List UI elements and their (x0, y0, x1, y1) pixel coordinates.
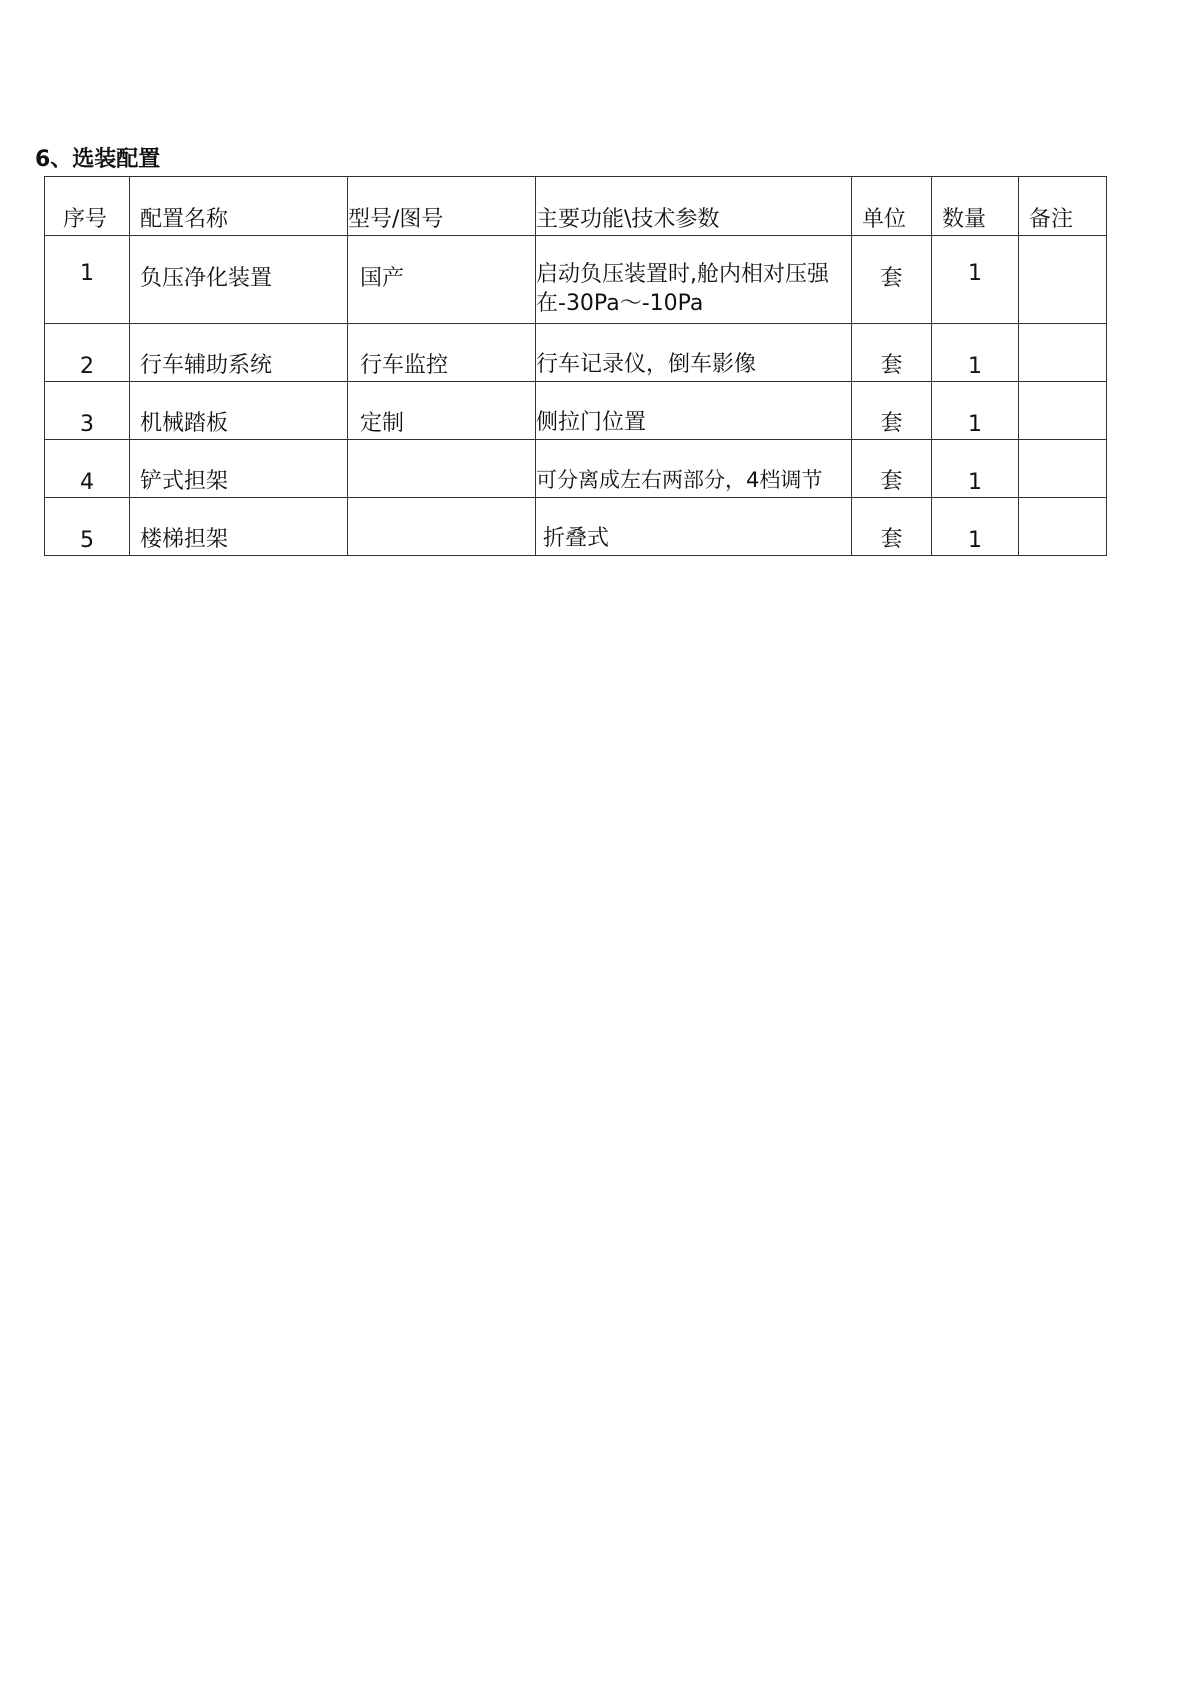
cell-function: 行车记录仪，倒车影像 (536, 324, 852, 382)
cell-model: 行车监控 (348, 324, 536, 382)
cell-unit: 套 (852, 236, 932, 324)
header-name: 配置名称 (130, 177, 348, 236)
cell-name: 铲式担架 (130, 440, 348, 498)
cell-seq: 5 (45, 498, 130, 556)
cell-seq: 2 (45, 324, 130, 382)
section-title: 6、选装配置 (35, 147, 161, 172)
cell-note (1019, 324, 1107, 382)
cell-unit: 套 (852, 324, 932, 382)
table-row (45, 382, 1107, 440)
cell-unit: 套 (852, 440, 932, 498)
cell-function-line1: 启动负压装置时,舱内相对压强 (536, 262, 829, 287)
cell-quantity: 1 (932, 382, 1019, 440)
cell-function: 折叠式 (536, 498, 852, 556)
cell-quantity: 1 (932, 324, 1019, 382)
cell-unit: 套 (852, 382, 932, 440)
header-quantity: 数量 (932, 177, 1019, 236)
cell-seq: 1 (45, 236, 130, 324)
table-row (45, 236, 1107, 324)
header-model: 型号/图号 (348, 177, 536, 236)
table-row (45, 324, 1107, 382)
header-unit: 单位 (852, 177, 932, 236)
cell-unit: 套 (852, 498, 932, 556)
cell-note (1019, 498, 1107, 556)
cell-quantity: 1 (932, 236, 1019, 324)
cell-seq: 3 (45, 382, 130, 440)
cell-note (1019, 440, 1107, 498)
cell-note (1019, 382, 1107, 440)
cell-function: 可分离成左右两部分，4档调节 (536, 440, 852, 498)
table-row (45, 440, 1107, 498)
cell-seq: 4 (45, 440, 130, 498)
header-note: 备注 (1019, 177, 1107, 236)
cell-quantity: 1 (932, 498, 1019, 556)
table-header-row (45, 177, 1107, 236)
header-function: 主要功能\技术参数 (536, 177, 852, 236)
cell-quantity: 1 (932, 440, 1019, 498)
cell-model (348, 498, 536, 556)
cell-function: 侧拉门位置 (536, 382, 852, 440)
cell-name: 楼梯担架 (130, 498, 348, 556)
cell-function-line2: 在-30Pa～-10Pa (536, 291, 704, 316)
cell-model: 定制 (348, 382, 536, 440)
cell-function (536, 236, 852, 324)
cell-name: 负压净化装置 (130, 236, 348, 324)
cell-model (348, 440, 536, 498)
cell-name: 机械踏板 (130, 382, 348, 440)
cell-model: 国产 (348, 236, 536, 324)
cell-name: 行车辅助系统 (130, 324, 348, 382)
optional-config-table (44, 176, 1107, 556)
cell-note (1019, 236, 1107, 324)
table-row (45, 498, 1107, 556)
header-seq: 序号 (45, 177, 130, 236)
